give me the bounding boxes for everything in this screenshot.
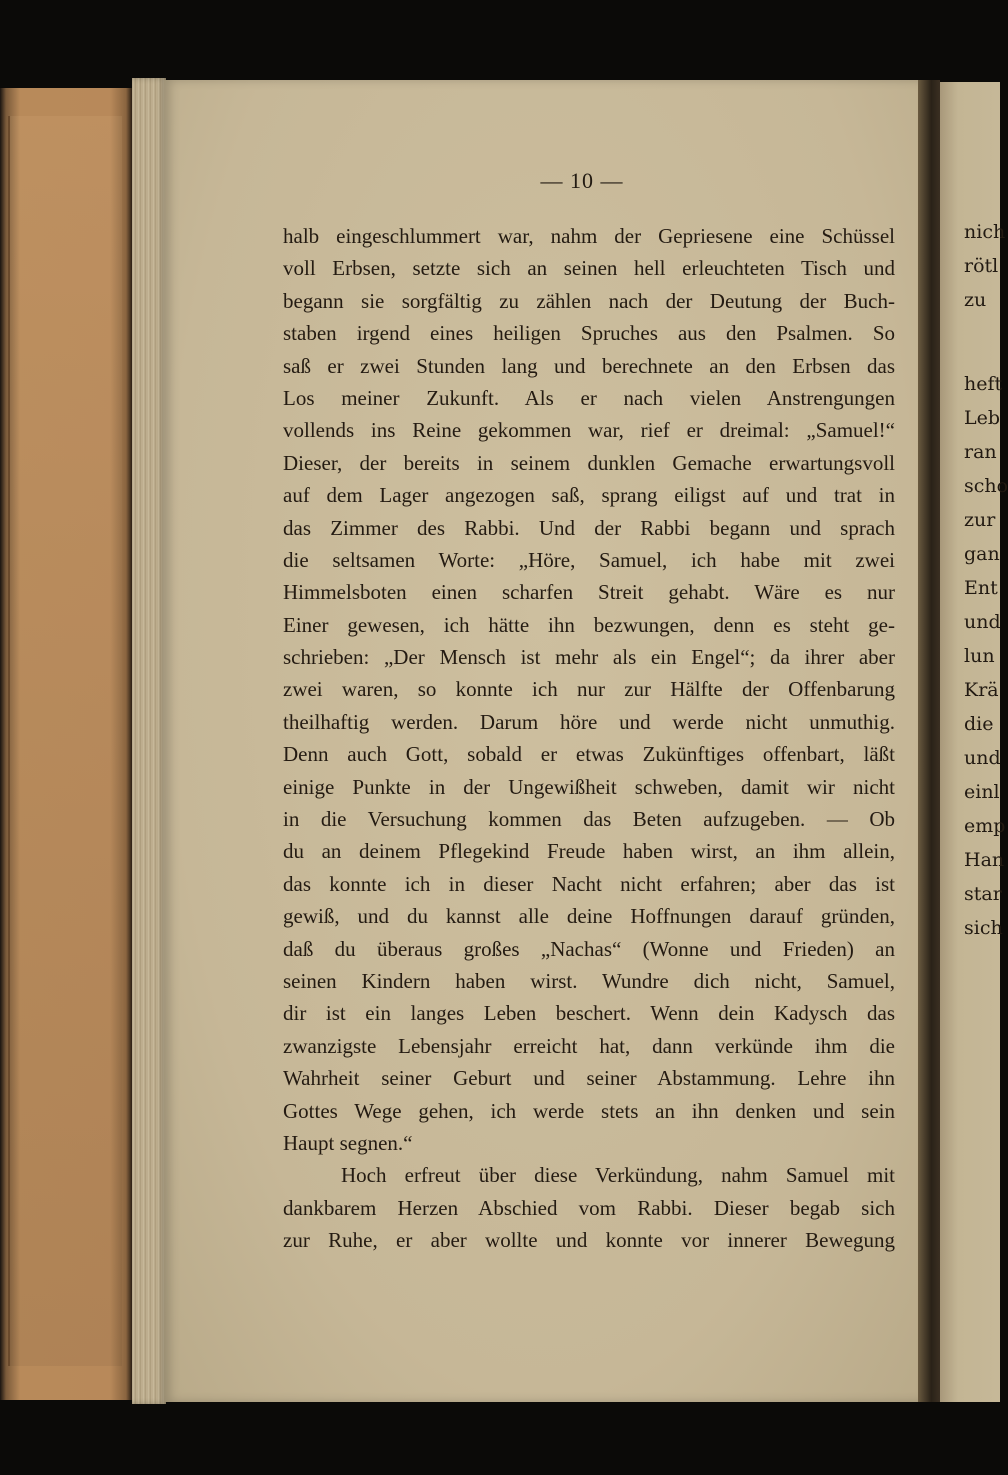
facing-page-fragment: [940, 82, 1008, 1402]
text-line: Haupt segnen.“: [283, 1130, 413, 1155]
facing-line: emp: [964, 815, 1006, 837]
facing-line: Ent: [964, 577, 998, 599]
facing-line: zu: [964, 289, 987, 311]
text-line: die seltsamen Worte: „Höre, Samuel, ich habe mit zwei: [283, 547, 895, 572]
text-line: theilhaftig werden. Darum höre und werde nicht unmuthig.: [283, 709, 895, 734]
text-line: Denn auch Gott, sobald er etwas Zukünftiges offenbart, läßt: [283, 742, 895, 767]
facing-line: Han: [964, 849, 1005, 871]
text-line: Einer gewesen, ich hätte ihn bezwungen, denn es steht ge-: [283, 612, 895, 637]
text-line: zwanzigste Lebensjahr erreicht hat, dann verkünde ihm die: [283, 1033, 895, 1058]
text-line: Dieser, der bereits in seinem dunklen Gemache erwartungsvoll: [283, 450, 895, 475]
text-line: dir ist ein langes Leben beschert. Wenn dein Kadysch das: [283, 1001, 895, 1026]
facing-line: die: [964, 713, 994, 735]
facing-line: scho: [964, 475, 1008, 497]
text-line: vollends ins Reine gekommen war, rief er dreimal: „Samuel!“: [283, 418, 895, 443]
text-line: schrieben: „Der Mensch ist mehr als ein Engel“; da ihrer aber: [283, 645, 895, 670]
text-line: daß du überaus großes „Nachas“ (Wonne und Frieden) an: [283, 936, 895, 961]
text-line: staben irgend eines heiligen Spruches aus den Psalmen. So: [283, 321, 895, 346]
text-line: in die Versuchung kommen das Beten aufzugeben. — Ob: [283, 807, 895, 832]
text-line: begann sie sorgfältig zu zählen nach der Deutung der Buch-: [283, 288, 895, 313]
text-line: Himmelsboten einen scharfen Streit gehabt. Wäre es nur: [283, 580, 895, 605]
text-line: auf dem Lager angezogen saß, sprang eiligst auf und trat in: [283, 483, 895, 508]
text-line: voll Erbsen, setzte sich an seinen hell erleuchteten Tisch und: [283, 256, 895, 281]
book-gutter: [918, 80, 940, 1402]
page-number: — 10 —: [540, 168, 624, 193]
facing-line: zur: [964, 509, 996, 531]
facing-line: nich: [964, 221, 1006, 243]
facing-line: Leb: [964, 407, 1001, 429]
facing-line: gan: [964, 543, 1000, 565]
text-line: dankbarem Herzen Abschied vom Rabbi. Dieser begab sich: [283, 1195, 895, 1220]
facing-line: und: [964, 747, 1001, 769]
cover-board: [8, 116, 122, 1366]
body-text: [283, 220, 895, 1257]
text-line: Wahrheit seiner Geburt und seiner Abstammung. Lehre ihn: [283, 1066, 895, 1091]
text-line: gewiß, und du kannst alle deine Hoffnungen darauf gründen,: [283, 904, 895, 929]
book-cover-edge: [0, 88, 132, 1400]
text-line: Hoch erfreut über diese Verkündung, nahm Samuel mit: [341, 1163, 895, 1188]
text-line: zwei waren, so konnte ich nur zur Hälfte der Offenbarung: [283, 677, 895, 702]
text-line: das konnte ich in dieser Nacht nicht erfahren; aber das ist: [283, 871, 895, 896]
facing-line: star: [964, 883, 1002, 905]
text-line: Los meiner Zukunft. Als er nach vielen Anstrengungen: [283, 385, 895, 410]
facing-line: ran: [964, 441, 997, 463]
facing-line: Krä: [964, 679, 999, 701]
facing-line: rötl: [964, 255, 999, 277]
page-block-edges: [132, 78, 166, 1404]
text-line: du an deinem Pflegekind Freude haben wirst, an ihm allein,: [283, 839, 895, 864]
text-line: Gottes Wege gehen, ich werde stets an ihn denken und sein: [283, 1098, 895, 1123]
facing-line: lun: [964, 645, 995, 667]
facing-line: heft: [964, 373, 1003, 395]
text-line: seinen Kindern haben wirst. Wundre dich nicht, Samuel,: [283, 968, 895, 993]
text-line: zur Ruhe, er aber wollte und konnte vor innerer Bewegung: [283, 1228, 895, 1253]
text-line: halb eingeschlummert war, nahm der Gepriesene eine Schüssel: [283, 224, 895, 248]
facing-line: einl: [964, 781, 1000, 803]
facing-line: sich: [964, 917, 1003, 939]
text-line: saß er zwei Stunden lang und berechnete an den Erbsen das: [283, 353, 895, 378]
facing-line: und: [964, 611, 1001, 633]
text-line: das Zimmer des Rabbi. Und der Rabbi begann und sprach: [283, 515, 895, 540]
text-line: einige Punkte in der Ungewißheit schweben, damit wir nicht: [283, 774, 895, 799]
